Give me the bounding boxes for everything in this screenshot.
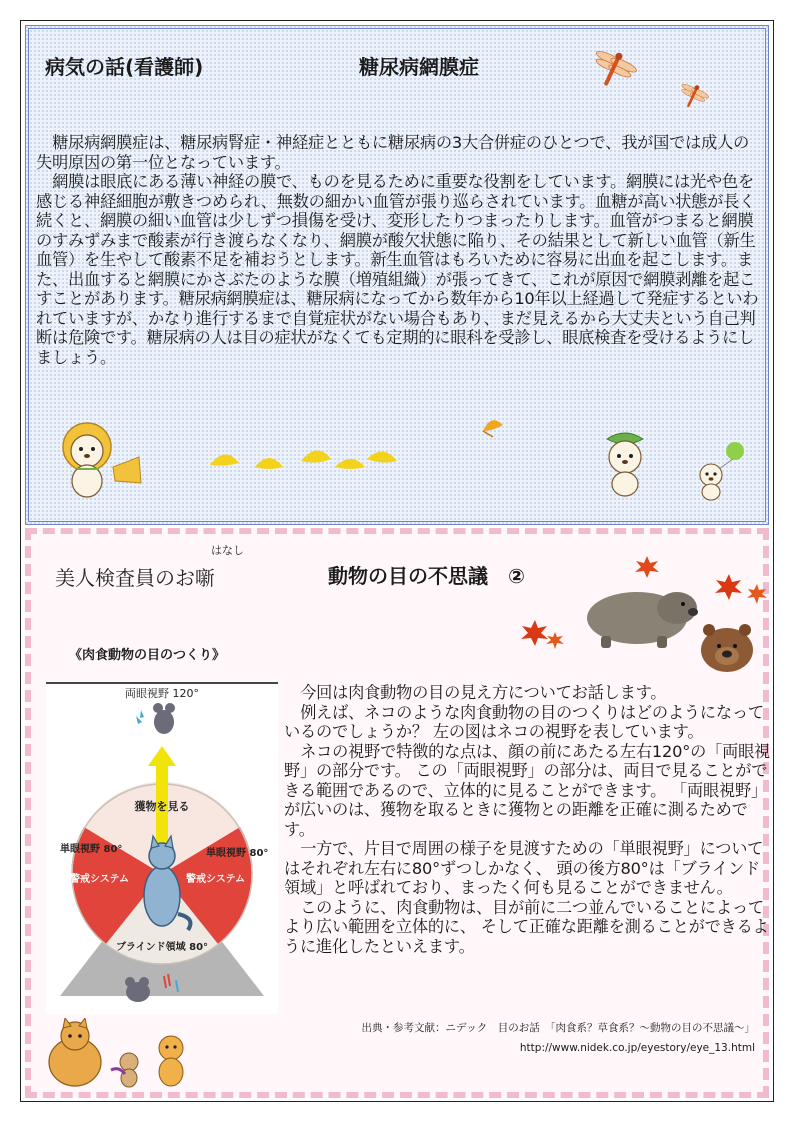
lab-technician-article-panel [25, 528, 769, 1098]
dragonfly-icon [583, 49, 643, 89]
paragraph: 一方で、片目で周囲の様子を見渡すための「単眼視野」についてはそれぞれ左右に80°ずつしかなく、 頭の後方80°は「ブラインド領域」と呼ばれており、まったく何も見ることができません。 [284, 839, 764, 897]
wombat-icon [697, 618, 757, 674]
source-url: http://www.nidek.co.jp/eyestory/eye_13.html [519, 1042, 755, 1054]
paragraph: このように、肉食動物は、目が前に二つ並んでいることによってより広い範囲を立体的に、 そして正確な距離を測ることができるように進化したといえます。 [284, 897, 769, 956]
bear-mascot-icon [589, 429, 659, 499]
paragraph: 糖尿病網膜症は、糖尿病腎症・神経症とともに糖尿病の3大合併症のひとつで、我が国では成人の失明原因の第一位となっています。 [36, 133, 750, 172]
bear-mascot-icon [55, 417, 147, 507]
source-citation: 出典・参考文献：ニデック 目のお話 「肉食系？草食系？～動物の目の不思議～」 [361, 1022, 755, 1034]
article-title: 糖尿病網膜症 [359, 55, 479, 79]
figure-title: 《肉食動物の目のつくり》 [69, 648, 226, 663]
article-body [284, 683, 772, 956]
mono-right-label: 単眼視野 80° [206, 848, 269, 859]
paragraph: 今回は肉食動物の目の見え方についてお話します。 [300, 683, 667, 702]
article-title: 動物の目の不思議 ② [328, 564, 525, 588]
mono-left-label: 単眼視野 80° [60, 844, 123, 855]
mouse-icon [136, 703, 175, 734]
ginkgo-leaf-icon [205, 437, 405, 479]
column-title: 病気の話(看護師) [45, 55, 204, 79]
paragraph: 例えば、ネコのような肉食動物の目のつくりはどのようになっているのでしょうか？ 左の図はネコの視野を表しています。 [284, 702, 764, 741]
paragraph: ネコの視野で特徴的な点は、顔の前にあたる左右120°の「両眼視野」の部分です。 この「両眼視野」の部分は、両目で見ることができる範囲であるので、立体的に見ることができます。 「両眼視野」が広いのは、獲物を取るときに獲物との距離を正確に測るためです。 [284, 741, 771, 839]
alert-right-label: 警戒システム [186, 874, 245, 885]
cat-vision-diagram [46, 682, 278, 1014]
ginkgo-leaf-icon [479, 411, 507, 439]
dragonfly-icon [673, 81, 713, 111]
blind-label: ブラインド領域 80° [115, 942, 209, 953]
article-body [36, 133, 764, 367]
wombat-icon [577, 578, 703, 650]
nurse-article-panel [25, 25, 769, 525]
binocular-label: 両眼視野 120° [125, 687, 199, 700]
paragraph: 網膜は眼底にある薄い神経の膜で、ものを見るために重要な役割をしています。網膜には光や色を感じる神経細胞が敷きつめられ、無数の細かい血管が張り巡らされています。血糖が高い状態が長く続くと、網膜の細い血管は少しずつ損傷を受け、変形したりつまったりします。血管がつまると網膜のすみずみまで酸素が行き渡らなくなり、網膜が酸欠状態に陥り、その結果として新しい血管（新生血管）を生やして酸素不足を補おうとします。新生血管はもろいために容易に出血を起こします。また、出血すると網膜にかさぶたのような膜（増殖組織）が張ってきて、これが原因で網膜剥離を起こすことがあります。糖尿病網膜症は、糖尿病になってから数年から10年以上経過して発症するといわれていますが、かなり進行するまで自覚症状がない場合もあり、まだ見えるから大丈夫という自己判断は危険です。糖尿病の人は目の症状がなくても定期的に眼科を受診し、眼底検査を受けるようにしましょう。 [36, 172, 759, 367]
alert-left-label: 警戒システム [70, 874, 129, 885]
ruby-reading: はなし [211, 544, 244, 557]
maple-leaf-icon [713, 572, 773, 612]
prey-label: 獲物を見る [134, 800, 190, 813]
column-title: 美人検査員のお噺 [55, 566, 215, 590]
bear-mascot-icon [689, 439, 749, 501]
maple-leaf-icon [633, 554, 661, 580]
cat-icon [41, 1018, 201, 1090]
vision-field-chart [46, 684, 278, 1014]
maple-leaf-icon [519, 618, 569, 656]
